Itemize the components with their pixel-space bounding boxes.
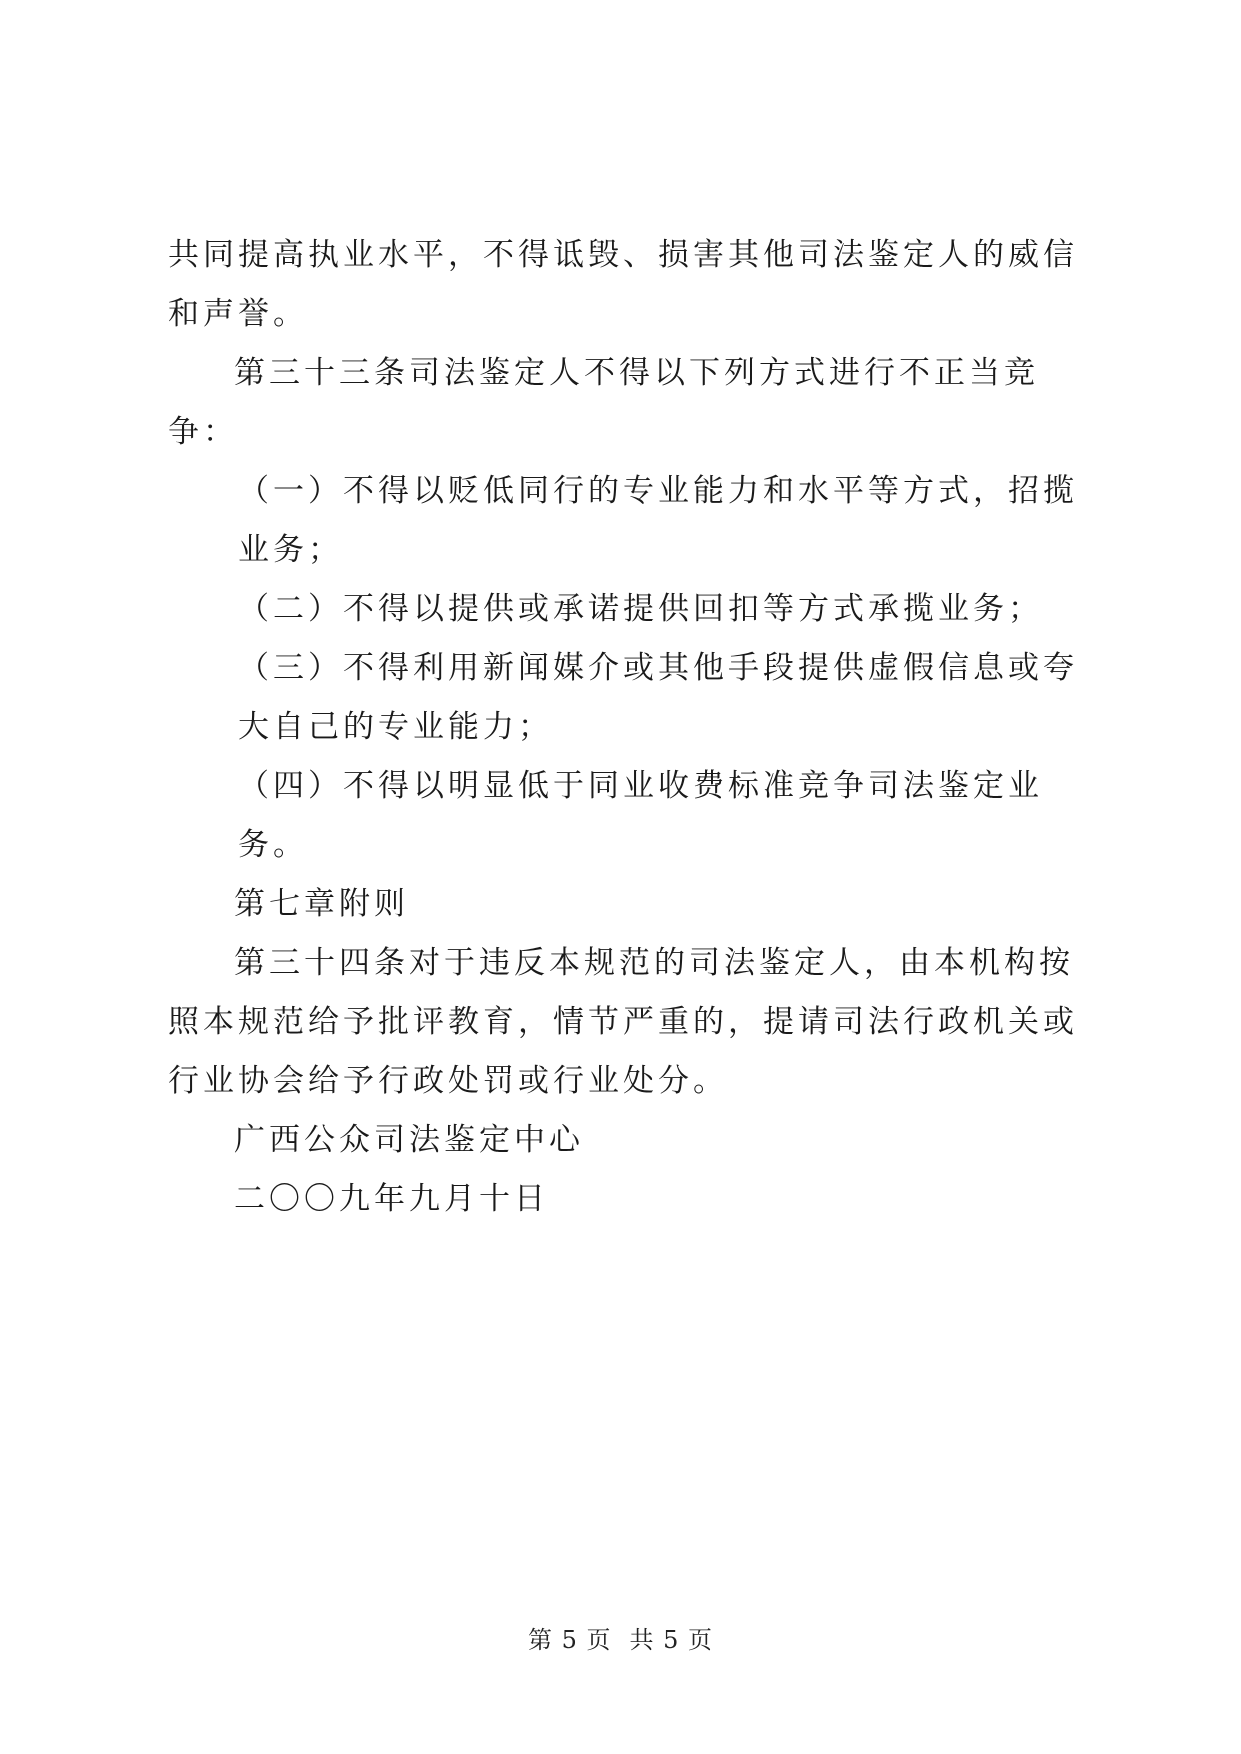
article-33: 第三十三条司法鉴定人不得以下列方式进行不正当竞争： [168, 355, 1039, 450]
article-34: 第三十四条对于违反本规范的司法鉴定人，由本机构按照本规范给予批评教育，情节严重的，提请司法行政机关或行业协会给予行政处罚或行业处分。 [168, 945, 1078, 1099]
article-33-item-3 [168, 639, 1088, 757]
article-33-item-3-text: （三）不得利用新闻媒介或其他手段提供虚假信息或夸大自己的专业能力； [238, 650, 1078, 745]
issuing-organization: 广西公众司法鉴定中心 [234, 1122, 584, 1158]
issue-date: 二〇〇九年九月十日 [234, 1181, 549, 1217]
paragraph-continuation: 共同提高执业水平，不得诋毁、损害其他司法鉴定人的威信和声誉。 [168, 237, 1078, 332]
page-total: 共 5 页 [629, 1626, 714, 1654]
chapter-heading: 第七章附则 [234, 886, 409, 922]
article-33-item-1: （一）不得以贬低同行的专业能力和水平等方式，招揽业务； [238, 473, 1078, 568]
page-number: 第 5 页 [527, 1626, 612, 1654]
document-body [168, 226, 1088, 1229]
article-33-item-4: （四）不得以明显低于同业收费标准竞争司法鉴定业务。 [238, 768, 1043, 863]
page-footer [0, 1620, 1241, 1655]
article-33-item-2: （二）不得以提供或承诺提供回扣等方式承揽业务； [238, 591, 1043, 627]
